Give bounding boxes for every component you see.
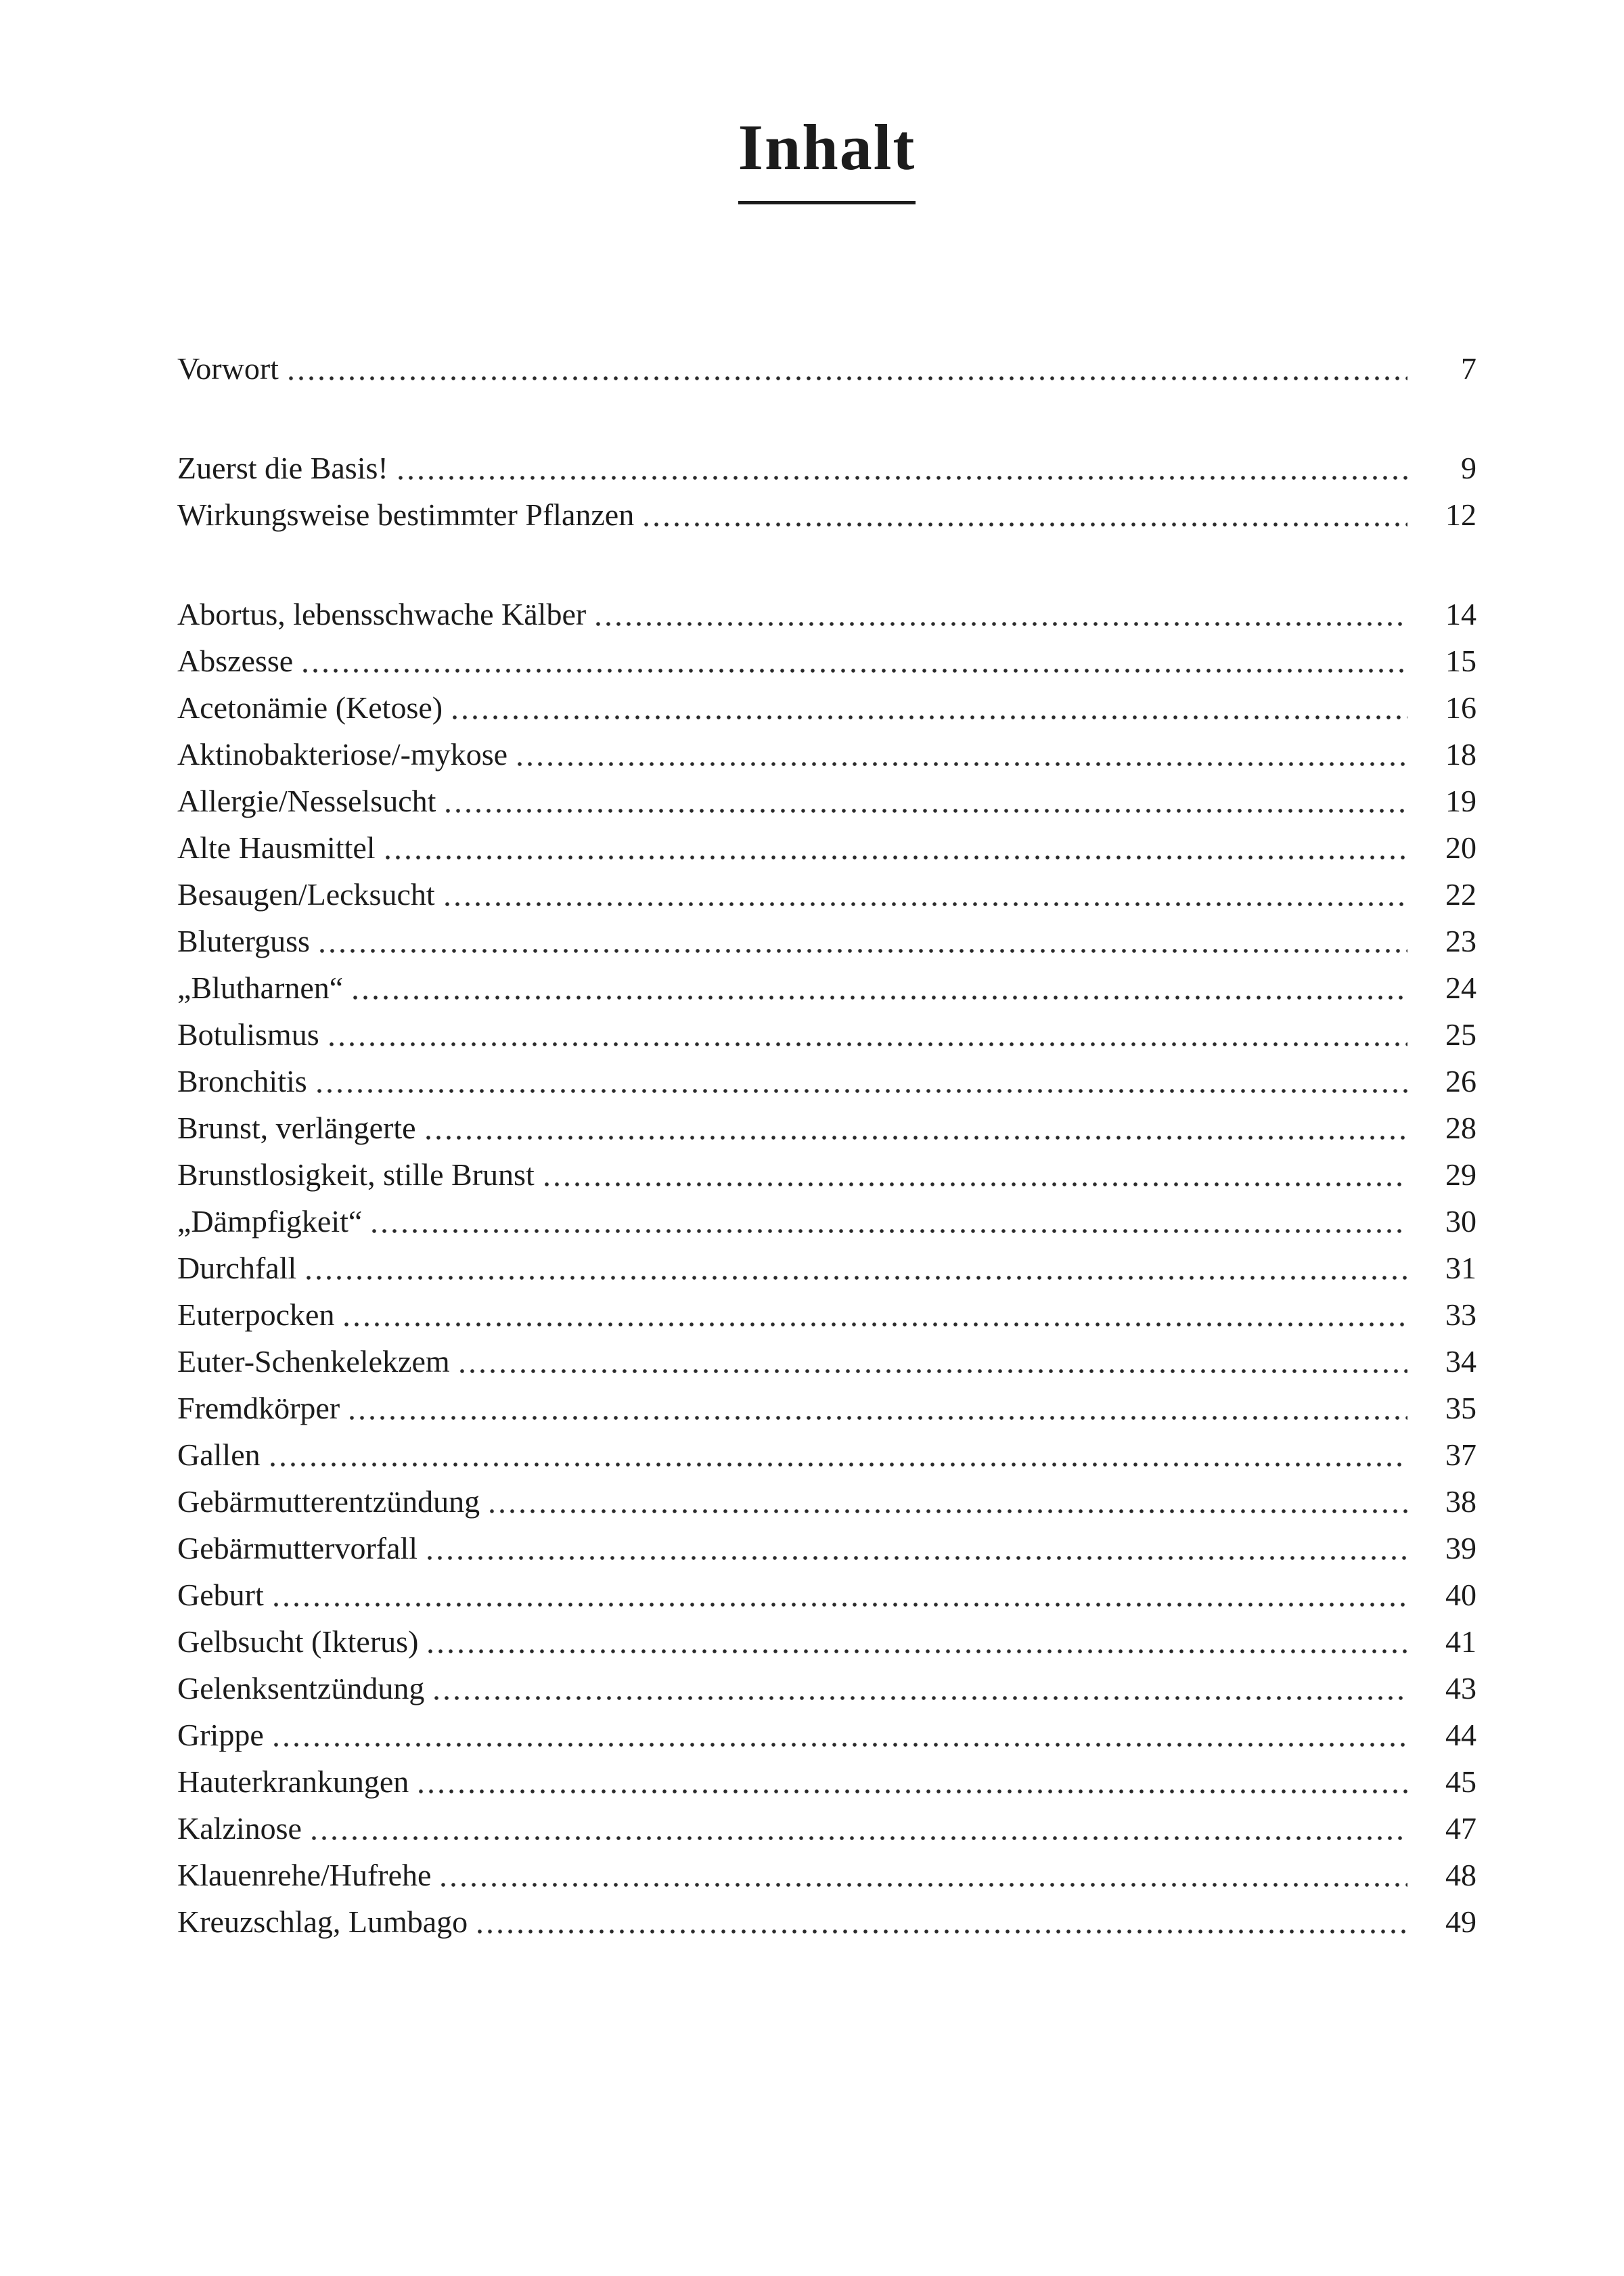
toc-entry-page: 38 <box>1445 1483 1476 1519</box>
toc-leader-dots <box>459 1368 1407 1374</box>
toc-entry-label: Hauterkrankungen <box>177 1764 409 1799</box>
toc-entry-label: Gallen <box>177 1437 261 1472</box>
toc-entry-label: Besaugen/Lecksucht <box>177 876 435 912</box>
toc-entry <box>177 684 1476 731</box>
toc-entry-label: Kalzinose <box>177 1810 302 1846</box>
toc-leader-dots <box>317 1088 1407 1094</box>
toc-entry <box>177 918 1476 964</box>
toc-leader-dots <box>445 901 1407 907</box>
toc-leader-dots <box>441 1882 1407 1888</box>
toc-entry-page: 28 <box>1445 1110 1476 1145</box>
toc-entry-page: 41 <box>1445 1624 1476 1659</box>
toc-entry <box>177 1011 1476 1058</box>
toc-entry <box>177 1198 1476 1245</box>
toc-leader-dots <box>273 1742 1407 1747</box>
toc-entry <box>177 778 1476 824</box>
toc-leader-dots <box>288 376 1407 381</box>
toc-entry-page: 40 <box>1445 1577 1476 1612</box>
toc-entry-label: Alte Hausmittel <box>177 830 376 865</box>
toc-entry-label: „Blutharnen“ <box>177 970 344 1005</box>
toc-entry-page: 43 <box>1445 1670 1476 1705</box>
toc-leader-dots <box>306 1275 1407 1280</box>
toc-entry-label: Abszesse <box>177 643 294 678</box>
toc-entry-page: 35 <box>1445 1390 1476 1425</box>
toc-leader-dots <box>452 715 1407 720</box>
toc-entry-page: 44 <box>1445 1717 1476 1752</box>
title-underline <box>738 201 916 204</box>
toc-entry-page: 33 <box>1445 1297 1476 1332</box>
toc-entry <box>177 1758 1476 1805</box>
toc-entry <box>177 1525 1476 1571</box>
toc-entry-label: Gelenksentzündung <box>177 1670 425 1705</box>
toc-leader-dots <box>595 621 1407 627</box>
title-block <box>177 112 1476 204</box>
toc-entry <box>177 1104 1476 1151</box>
toc-section <box>177 445 1476 538</box>
toc-entry-label: Zuerst die Basis! <box>177 450 388 485</box>
toc-entry-page: 39 <box>1445 1530 1476 1565</box>
toc-entry <box>177 1898 1476 1945</box>
toc-leader-dots <box>517 761 1407 767</box>
toc-leader-dots <box>385 855 1407 860</box>
toc-entry <box>177 445 1476 491</box>
toc-entry-page: 47 <box>1445 1810 1476 1846</box>
toc-leader-dots <box>644 522 1407 527</box>
toc-entry-page: 49 <box>1445 1904 1476 1939</box>
toc-entry-page: 24 <box>1445 970 1476 1005</box>
toc-entry-page: 12 <box>1445 497 1476 532</box>
toc-entry-page: 26 <box>1445 1063 1476 1098</box>
toc-entry-label: Bluterguss <box>177 923 310 958</box>
toc-leader-dots <box>353 995 1407 1000</box>
toc-entry <box>177 591 1476 638</box>
toc-entry-label: Klauenrehe/Hufrehe <box>177 1857 432 1892</box>
toc-leader-dots <box>349 1415 1407 1421</box>
toc-leader-dots <box>344 1322 1407 1327</box>
toc-entry-page: 34 <box>1445 1343 1476 1379</box>
toc-entry-label: Botulismus <box>177 1017 319 1052</box>
toc-entry-label: Geburt <box>177 1577 264 1612</box>
toc-leader-dots <box>445 808 1407 813</box>
toc-entry <box>177 1058 1476 1104</box>
toc-entry <box>177 1618 1476 1665</box>
toc-leader-dots <box>302 668 1407 673</box>
toc-entry-label: Wirkungsweise bestimmter Pflanzen <box>177 497 635 532</box>
toc-leader-dots <box>311 1835 1407 1841</box>
toc-leader-dots <box>418 1789 1407 1794</box>
toc-entry-page: 22 <box>1445 876 1476 912</box>
toc-entry-label: Acetonämie (Ketose) <box>177 690 443 725</box>
toc-entry-page: 16 <box>1445 690 1476 725</box>
toc-entry <box>177 731 1476 778</box>
toc-entry-page: 20 <box>1445 830 1476 865</box>
toc-entry <box>177 345 1476 392</box>
toc-entry-label: Gebärmutterentzündung <box>177 1483 480 1519</box>
toc-section <box>177 591 1476 1945</box>
toc-entry <box>177 1665 1476 1712</box>
toc-entry-label: Durchfall <box>177 1250 297 1285</box>
toc-entry-label: Euter-Schenkelekzem <box>177 1343 450 1379</box>
toc-entry-page: 29 <box>1445 1157 1476 1192</box>
toc-entry-page: 18 <box>1445 736 1476 772</box>
toc-entry <box>177 1712 1476 1758</box>
toc-entry-page: 37 <box>1445 1437 1476 1472</box>
toc-entry-label: Fremdkörper <box>177 1390 340 1425</box>
toc-entry <box>177 491 1476 538</box>
toc-leader-dots <box>434 1695 1407 1701</box>
toc-entry-label: Gelbsucht (Ikterus) <box>177 1624 419 1659</box>
toc-entry <box>177 638 1476 684</box>
toc-entry-label: „Dämpfigkeit“ <box>177 1203 363 1239</box>
toc-entry-label: Grippe <box>177 1717 264 1752</box>
toc-leader-dots <box>273 1602 1407 1607</box>
toc-entry <box>177 824 1476 871</box>
toc-entry-label: Abortus, lebensschwache Kälber <box>177 596 587 631</box>
toc-entry-page: 23 <box>1445 923 1476 958</box>
toc-entry <box>177 1151 1476 1198</box>
toc-entry-page: 31 <box>1445 1250 1476 1285</box>
toc-leader-dots <box>427 1555 1407 1561</box>
toc-entry <box>177 871 1476 918</box>
toc-entry-page: 19 <box>1445 783 1476 818</box>
toc-entry <box>177 1385 1476 1431</box>
toc-entry-page: 7 <box>1461 351 1476 386</box>
toc-entry <box>177 1852 1476 1898</box>
toc-entry-label: Bronchitis <box>177 1063 307 1098</box>
toc-leader-dots <box>270 1462 1407 1467</box>
toc-leader-dots <box>426 1135 1407 1140</box>
toc-leader-dots <box>428 1649 1407 1654</box>
toc-entry <box>177 1571 1476 1618</box>
toc-entry-label: Allergie/Nesselsucht <box>177 783 436 818</box>
toc-leader-dots <box>398 475 1407 481</box>
toc-entry <box>177 1805 1476 1852</box>
toc-leader-dots <box>319 948 1407 954</box>
toc-entry <box>177 1431 1476 1478</box>
toc-leader-dots <box>371 1228 1407 1234</box>
table-of-contents <box>177 345 1476 1945</box>
toc-leader-dots <box>477 1929 1407 1934</box>
toc-entry <box>177 1478 1476 1525</box>
toc-entry-page: 30 <box>1445 1203 1476 1239</box>
toc-entry-page: 48 <box>1445 1857 1476 1892</box>
toc-leader-dots <box>489 1509 1407 1514</box>
toc-section <box>177 345 1476 392</box>
toc-entry-label: Aktinobakteriose/-mykose <box>177 736 508 772</box>
page-title: Inhalt <box>738 111 916 183</box>
toc-entry-page: 25 <box>1445 1017 1476 1052</box>
toc-entry-label: Kreuzschlag, Lumbago <box>177 1904 468 1939</box>
toc-entry <box>177 964 1476 1011</box>
toc-entry-label: Brunst, verlängerte <box>177 1110 416 1145</box>
toc-entry-page: 45 <box>1445 1764 1476 1799</box>
toc-entry <box>177 1338 1476 1385</box>
toc-entry-label: Euterpocken <box>177 1297 335 1332</box>
toc-entry-page: 9 <box>1461 450 1476 485</box>
toc-entry-page: 15 <box>1445 643 1476 678</box>
toc-entry-label: Vorwort <box>177 351 279 386</box>
toc-entry <box>177 1291 1476 1338</box>
toc-entry-page: 14 <box>1445 596 1476 631</box>
toc-leader-dots <box>329 1042 1407 1047</box>
toc-entry-label: Brunstlosigkeit, stille Brunst <box>177 1157 535 1192</box>
toc-entry-label: Gebärmuttervorfall <box>177 1530 418 1565</box>
toc-entry <box>177 1245 1476 1291</box>
toc-leader-dots <box>544 1182 1407 1187</box>
